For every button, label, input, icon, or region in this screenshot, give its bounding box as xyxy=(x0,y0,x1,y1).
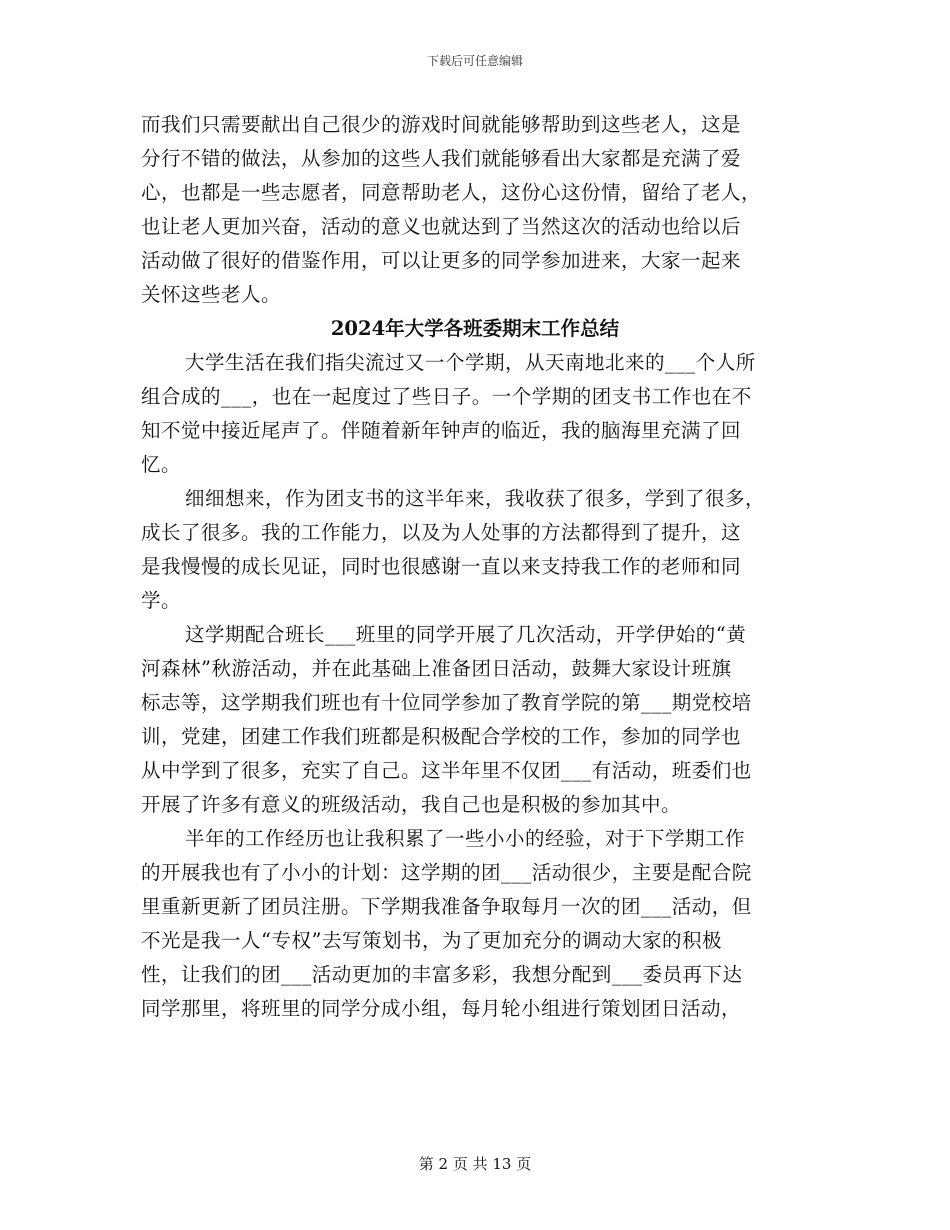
body-line: 忆。 xyxy=(141,453,182,476)
body-line: 也让老人更加兴奋，活动的意义也就达到了当然这次的活动也给以后 xyxy=(141,215,742,238)
body-line: 不光是我一人“专权”去写策划书，为了更加充分的调动大家的积极 xyxy=(141,929,722,952)
body-line: 是我慢慢的成长见证，同时也很感谢一直以来支持我工作的老师和同 xyxy=(141,555,742,578)
body-line: 同学那里，将班里的同学分成小组，每月轮小组进行策划团日活动， xyxy=(141,997,742,1020)
paragraph-first-line: 半年的工作经历也让我积累了一些小小的经验，对于下学期工作 xyxy=(185,827,746,850)
body-line: 学。 xyxy=(141,589,182,612)
body-line: 关怀这些老人。 xyxy=(141,283,282,306)
body-line: 组合成的___，也在一起度过了些日子。一个学期的团支书工作也在不 xyxy=(141,385,752,408)
page-number: 第 2 页 共 13 页 xyxy=(418,1155,532,1173)
body-line: 知不觉中接近尾声了。伴随着新年钟声的临近，我的脑海里充满了回 xyxy=(141,419,742,442)
body-line: 活动做了很好的借鉴作用，可以让更多的同学参加进来，大家一起来 xyxy=(141,249,742,272)
page-header-note: 下载后可任意编辑 xyxy=(426,54,523,68)
body-line: 训，党建，团建工作我们班都是积极配合学校的工作，参加的同学也 xyxy=(141,725,742,748)
body-line: 的开展我也有了小小的计划：这学期的团___活动很少，主要是配合院 xyxy=(141,861,752,884)
body-line: 河森林”秋游活动，并在此基础上准备团日活动，鼓舞大家设计班旗 xyxy=(141,657,732,680)
body-line: 心，也都是一些志愿者，同意帮助老人，这份心这份情，留给了老人， xyxy=(141,181,762,204)
body-line: 开展了许多有意义的班级活动，我自己也是积极的参加其中。 xyxy=(141,793,682,816)
section-title: 2024年大学各班委期末工作总结 xyxy=(330,317,620,340)
body-line: 分行不错的做法，从参加的这些人我们就能够看出大家都是充满了爱 xyxy=(141,147,742,170)
paragraph-first-line: 这学期配合班长___班里的同学开展了几次活动，开学伊始的“黄 xyxy=(185,623,747,646)
paragraph-first-line: 大学生活在我们指尖流过又一个学期，从天南地北来的___个人所 xyxy=(185,351,756,374)
body-line: 成长了很多。我的工作能力，以及为人处事的方法都得到了提升，这 xyxy=(141,521,742,544)
body-line: 标志等，这学期我们班也有十位同学参加了教育学院的第___期党校培 xyxy=(141,691,752,714)
body-line: 性，让我们的团___活动更加的丰富多彩，我想分配到___委员再下达 xyxy=(141,963,743,986)
body-line: 里重新更新了团员注册。下学期我准备争取每月一次的团___活动，但 xyxy=(141,895,752,918)
document-body xyxy=(141,108,809,1026)
body-line: 从中学到了很多，充实了自己。这半年里不仅团___有活动，班委们也 xyxy=(141,759,752,782)
paragraph-first-line: 细细想来，作为团支书的这半年来，我收获了很多，学到了很多， xyxy=(185,487,766,510)
body-line: 而我们只需要献出自己很少的游戏时间就能够帮助到这些老人，这是 xyxy=(141,113,742,136)
